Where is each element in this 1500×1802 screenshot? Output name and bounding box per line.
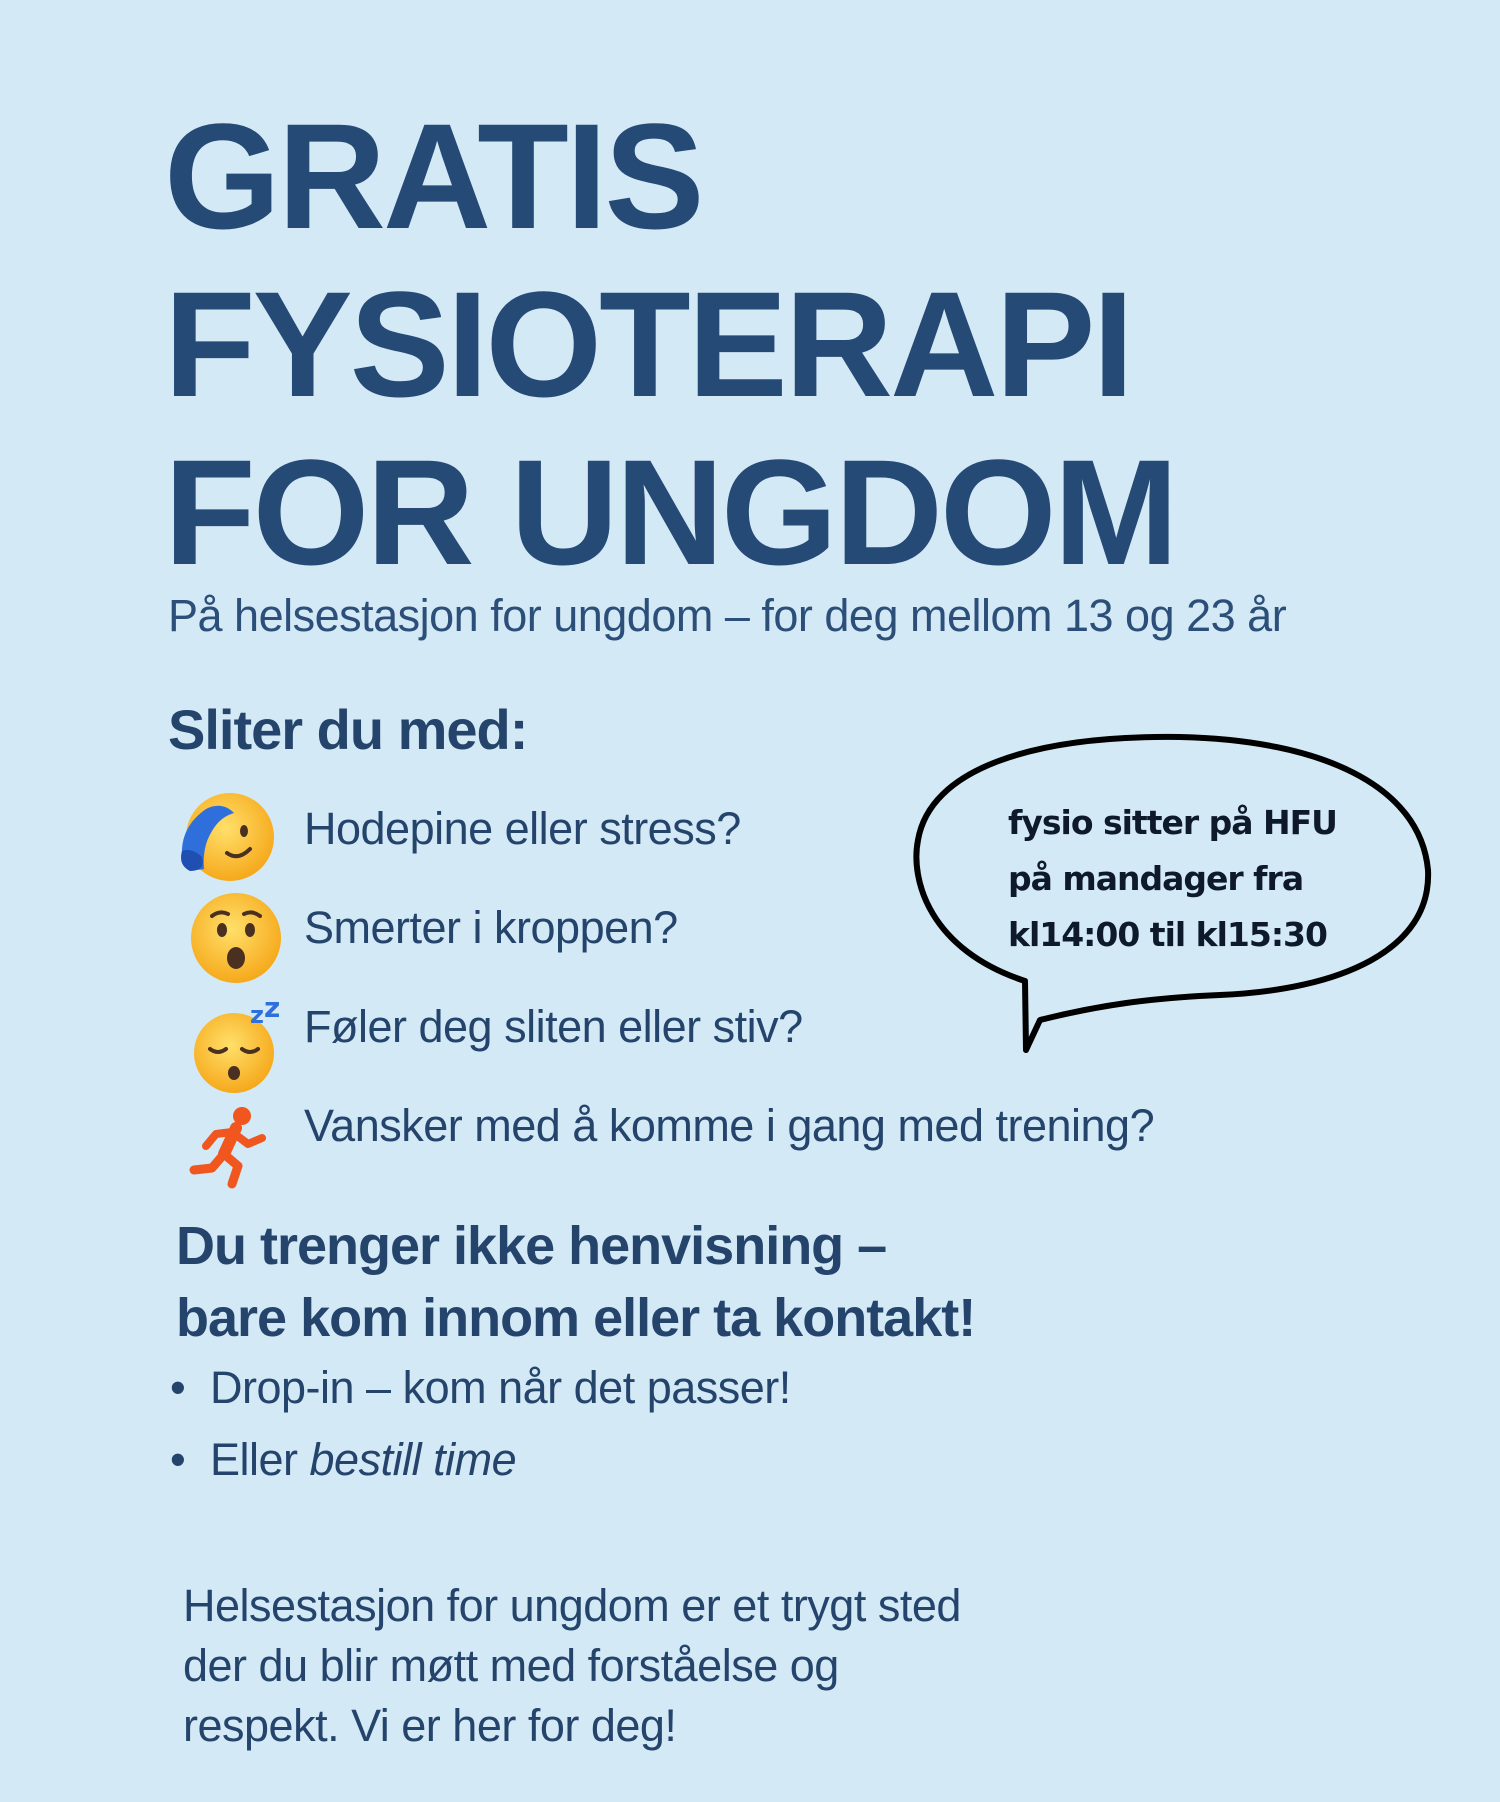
headline-line-2: FYSIOTERAPI: [164, 260, 1132, 428]
cta-line-2: bare kom innom eller ta kontakt!: [176, 1288, 976, 1348]
subtitle: På helsestasjon for ungdom – for deg mellom 13 og 23 år: [168, 590, 1287, 641]
svg-text:z: z: [250, 1001, 264, 1029]
question-text: Vansker med å komme i gang med trening?: [304, 1100, 1155, 1151]
svg-text:z: z: [264, 997, 281, 1024]
bullet-item: [170, 1362, 791, 1434]
headline-line-1: GRATIS: [164, 92, 702, 260]
question-item: [0, 997, 1400, 1101]
question-text: Smerter i kroppen?: [304, 902, 678, 953]
sleepy-face-emoji-icon: [188, 997, 288, 1097]
callout-text: [1008, 795, 1337, 963]
bullet-item: [170, 1434, 791, 1506]
question-text: Hodepine eller stress?: [304, 803, 741, 854]
bullet-list: [170, 1362, 791, 1506]
callout-line-2: på mandager fra: [1008, 859, 1304, 898]
bullet-dot: •: [170, 1434, 186, 1485]
call-to-action: [176, 1210, 975, 1354]
bullet-text: Eller: [210, 1434, 310, 1485]
callout-line-1: fysio sitter på HFU: [1008, 803, 1337, 842]
footer-text: [183, 1576, 961, 1756]
question-text: Føler deg sliten eller stiv?: [304, 1001, 803, 1052]
bullet-emphasis: bestill time: [309, 1434, 517, 1485]
section-title: Sliter du med:: [168, 698, 528, 761]
bullet-dot: •: [170, 1362, 186, 1413]
running-person-emoji-icon: [186, 1104, 276, 1190]
footer-line-2: der du blir møtt med forståelse og: [183, 1640, 839, 1691]
face-palm-emoji-icon: [172, 787, 282, 887]
bullet-text: Drop-in – kom når det passer!: [210, 1362, 791, 1413]
footer-line-3: respekt. Vi er her for deg!: [183, 1700, 677, 1751]
question-item: [0, 1100, 1400, 1200]
callout-line-3: kl14:00 til kl15:30: [1008, 915, 1327, 954]
surprised-face-emoji-icon: [186, 888, 286, 988]
headline: [164, 92, 1176, 596]
cta-line-1: Du trenger ikke henvisning –: [176, 1216, 887, 1276]
footer-line-1: Helsestasjon for ungdom er et trygt sted: [183, 1580, 961, 1631]
headline-line-3: FOR UNGDOM: [164, 428, 1176, 596]
